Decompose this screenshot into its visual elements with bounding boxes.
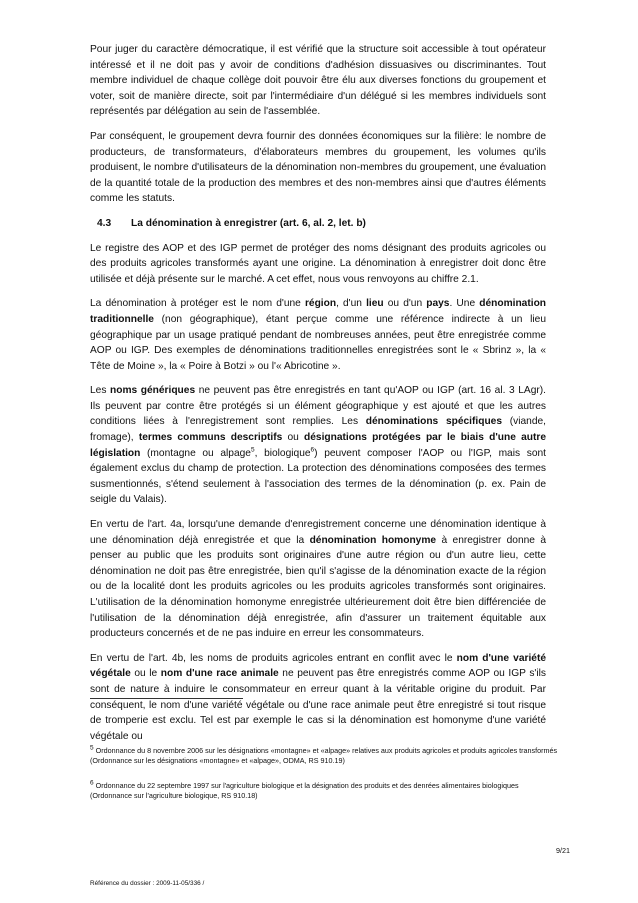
footnote-separator bbox=[90, 698, 243, 699]
footnote-text: Ordonnance du 22 septembre 1997 sur l'agriculture biologique et la désignation des produits et des denrées alimentaires biologiques (Ordonnance sur l'agriculture biologique, RS 910.18) bbox=[90, 781, 519, 800]
paragraph-democratic-character: Pour juger du caractère démocratique, il est vérifié que la structure soit accessible à tout opérateur intéressé et il ne doit pas y avoir de conditions d'adhésion dissuasives ou discriminantes. Tout membre individuel de chaque collège doit pouvoir être élu aux diverses fonctions du groupement et voter, soit de manière directe, soit par l'intermédiaire d'un délégué si les membres individuels sont représentés par délégation au sein de l'assemblée. bbox=[90, 44, 546, 118]
footnote-number: 5 bbox=[90, 744, 94, 752]
footnote-ref-6: 6 bbox=[310, 446, 315, 454]
paragraph-homonyms: En vertu de l'art. 4a, lorsqu'une demande d'enregistrement concerne une dénomination identique à une dénomination déjà enregistrée et que la dénomination homonyme à enregistrer donne à penser au public que les produits sont originaires d'une autre région ou d'un autre lieu, cette dénomination ne doit pas être enregistrée, bien qu'il s'agisse de la dénomination exacte de la région ou de la localité dont les produits agricoles ou les produits agricoles transformés sont originaires. L'utilisation de la dénomination homonyme enregistrée ultérieurement doit être bien différenciée de l'utilisation de la dénomination déjà enregistrée, afin d'assurer un traitement équitable aux producteurs concernés et de ne pas induire en erreur les consommateurs. bbox=[90, 519, 546, 640]
bold-term: nom d'une race animale bbox=[160, 668, 279, 680]
paragraph-denomination-types: La dénomination à protéger est le nom d'une région, d'un lieu ou d'un pays. Une dénomination traditionnelle (non géographique), étant perçue comme une référence indirecte à un lieu géographique par un usage pratiqué pendant de nombreuses années, peut être enregistrée comme AOP ou IGP. Des exemples de dénominations traditionnelles enregistrées sont le « Sbrinz », la « Tête de Moine », la « Poire à Botzi » ou l'« Abricotine ». bbox=[90, 298, 547, 372]
paragraph-registry: Le registre des AOP et des IGP permet de protéger des noms désignant des produits agricoles ou des produits agricoles transformés ayant une origine. La dénomination à enregistrer doit donc être utilisée et déjà présente sur le marché. A cet effet, nous vous renvoyons au chiffre 2.1. bbox=[90, 242, 546, 285]
page-number: 9/21 bbox=[556, 846, 570, 855]
footnote-6 bbox=[90, 781, 560, 801]
footnote-number: 6 bbox=[90, 779, 94, 787]
paragraph-varieties: En vertu de l'art. 4b, les noms de produits agricoles entrant en conflit avec le nom d'une variété végétale ou le nom d'une race animale ne peuvent pas être enregistrés comme AOP ou IGP s'ils sont de nature à induire le consommateur en erreur quant à la véritable origine du produit. Par conséquent, le nom d'une variété végétale ou d'une race animale peut être enregistré si tout risque de tromperie est exclu. Tel est par exemple le cas si la dénomination est homonyme d'une variété végétale ou bbox=[90, 652, 546, 742]
body-text bbox=[90, 42, 546, 753]
bold-term: nom d'une variété végétale bbox=[90, 652, 546, 680]
bold-term: dénomination traditionnelle bbox=[90, 298, 547, 325]
bold-term: lieu bbox=[366, 298, 384, 310]
section-heading bbox=[90, 216, 546, 232]
section-number: 4.3 bbox=[97, 217, 112, 229]
bold-term: dénominations spécifiques bbox=[365, 416, 503, 428]
paragraph-generic-names: Les noms génériques ne peuvent pas être enregistrés en tant qu'AOP ou IGP (art. 16 al. 3 LAgr). Ils peuvent par contre être protégés si un élément géographique y est ajouté et que les autres conditions liées à l'enregistrement sont remplies. Les dénominations spécifiques (viande, fromage), termes communs descriptifs ou désignations protégées par le biais d'une autre législation (montagne ou alpage$^5$, biologique$^6$) peuvent composer l'AOP ou l'IGP, mais sont également exclus du champ de protection. La protection des dénominations composées des termes susmentionnés, s'étend seulement à l'association des termes de la dénomination (p. ex. Pain de seigle du Valais). bbox=[90, 385, 547, 506]
footer-reference: Référence du dossier : 2009-11-05/336 / bbox=[90, 880, 205, 887]
section-title: La dénomination à enregistrer (art. 6, al. 2, let. b) bbox=[131, 217, 366, 229]
bold-term: dénomination homonyme bbox=[309, 534, 437, 546]
footnote-text: Ordonnance du 8 novembre 2006 sur les désignations «montagne» et «alpage» relatives aux produits agricoles et produits agricoles transformés (Ordonnance sur les désignations «montagne» et «alpage», ODMA, RS 910.19) bbox=[90, 746, 558, 765]
bold-term: désignations protégées par le biais d'une autre législation bbox=[90, 432, 547, 459]
footnote-5 bbox=[90, 746, 560, 766]
bold-term: noms génériques bbox=[110, 385, 196, 397]
paragraph-economic-data: Par conséquent, le groupement devra fournir des données économiques sur la filière: le nombre de producteurs, de transformateurs, d'élaborateurs membres du groupement, les volumes qu'ils produisent, le nombre d'utilisateurs de la dénomination non-membres du groupement, une évaluation de la quantité totale de la production des membres et des non-membres ainsi que d'autres éléments comme les statuts. bbox=[90, 130, 546, 205]
bold-term: région bbox=[304, 298, 337, 310]
bold-term: termes communs descriptifs bbox=[138, 432, 283, 444]
footnote-ref-5: 5 bbox=[250, 446, 255, 454]
bold-term: pays bbox=[426, 298, 450, 310]
